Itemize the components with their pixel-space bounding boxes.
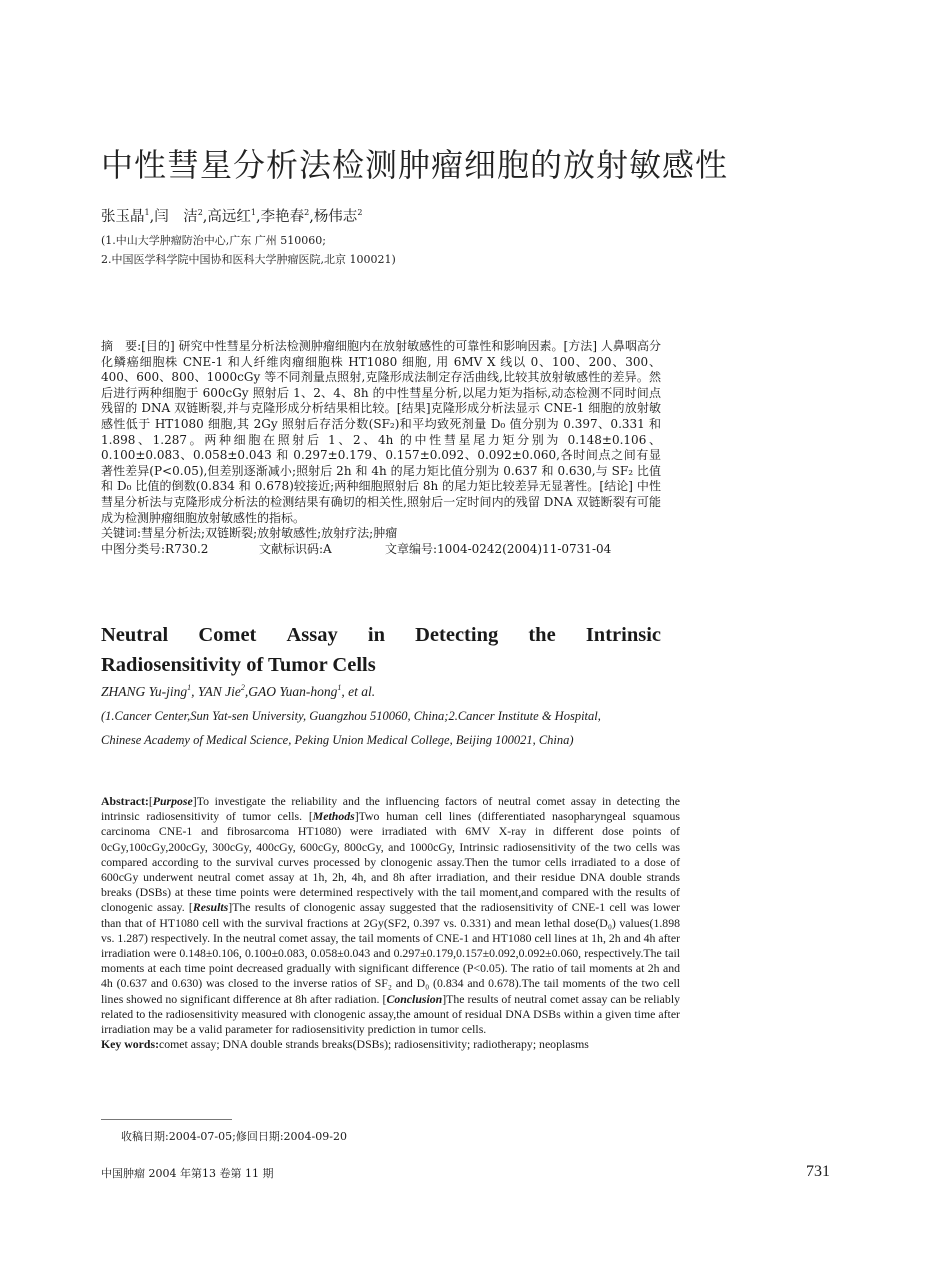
- purpose-tag: Purpose: [152, 794, 193, 808]
- separator: ,: [191, 684, 198, 699]
- conclusion-tag: Conclusion: [386, 991, 443, 1006]
- journal-citation: 中国肿瘤 2004 年第13 卷第 11 期: [101, 1167, 274, 1180]
- author-affiliation-mark: 1: [144, 208, 150, 217]
- document-code: 文献标识码:A: [259, 541, 332, 556]
- english-affiliation-2: Chinese Academy of Medical Science, Peking Union Medical College, Beijing 100021, China): [101, 733, 574, 747]
- english-keywords: [101, 1037, 680, 1052]
- chinese-abstract-text: [目的] 研究中性彗星分析法检测肿瘤细胞内在放射敏感性的可靠性和影响因素。[方法] 人鼻咽高分化鳞癌细胞株 CNE-1 和人纤维肉瘤细胞株 HT1080 细胞, 用 6MV X 线以 0、100、200、300、400、600、800、1000cGy 等不同剂量点照射,克隆形成法制定存活曲线,比较其放射敏感性的差异。然后进行两种细胞于 600cGy 照射后 1、2、4、8h 的中性彗星分析,以尾力矩为指标,动态检测不同时间点残留的 DNA 双链断裂,并与克隆形成分析结果相比较。[结果]克隆形成分析法显示 CNE-1 细胞的放射敏感性低于 HT1080 细胞,其 2Gy 照射后存活分数(SF₂)和平均致死剂量 D₀ 值分别为 0.397、0.331 和 1.898、1.287。两种细胞在照射后 1、2、4h 的中性彗星尾力矩分别为 0.148±0.106、0.100±0.083、0.058±0.043 和 0.297±0.179、0.157±0.092、0.092±0.060,各时间点之间有显著性差异(P<0.05),但差别逐渐减小;照射后 2h 和 4h 的尾力矩比值分别为 0.637 和 0.630,与 SF₂ 比值和 D₀ 比值的倒数(0.834 和 0.678)较接近;两种细胞照射后 8h 的尾力矩比较差异无显著性。[结论] 中性彗星分析法与克隆形成分析法的检测结果有确切的相关性,照射后一定时间内的残留 DNA 双链断裂有可能成为检测肿瘤细胞放射敏感性的指标。: [101, 339, 662, 525]
- english-abstract: [101, 794, 680, 1052]
- page-number: 731: [806, 1163, 830, 1180]
- english-title-line-2: Radiosensitivity of Tumor Cells: [101, 654, 376, 676]
- results-tag: Results: [192, 900, 229, 915]
- author-name: 闫 洁: [154, 209, 198, 225]
- title-word: in: [367, 624, 385, 646]
- results-text: The results of clonogenic assay suggested that the radiosensitivity of CNE-1 cell was lower than that of HT1080 cell with the survival fractions at 2Gy(SF2, 0.397 vs. 0.331) and mean lethal dose(D₀) values(1.898 vs. 1.287) respectively. In the neutral comet assay, the tail moments of CNE-1 and HT1080 cell lines at 1h, 2h and 4h after irradiation were 0.148±0.106, 0.100±0.083, 0.058±0.043 and 0.297±0.179,0.157±0.092,0.092±0.060, respectively.The tail moments at each time point decreased gradually with significant difference (P<0.05). The ratio of tail moments at 2h and 4h (0.637 and 0.630) was closed to the inverse ratios of SF₂ and D₀ (0.834 and 0.678).The tail moments of the two cell lines showed no significant difference at 8h after radiation.: [101, 900, 680, 1006]
- et-al: et al.: [348, 684, 376, 699]
- english-title: [101, 620, 661, 680]
- title-word: Assay: [286, 624, 338, 646]
- author-name: 高远红: [207, 209, 251, 225]
- chinese-affiliation-1: (1.中山大学肿瘤防治中心,广东 广州 510060;: [101, 234, 326, 247]
- author-affiliation-mark: 2: [304, 208, 310, 217]
- chinese-meta-row: [101, 542, 661, 558]
- author-name: 张玉晶: [101, 209, 145, 225]
- english-affiliation-1: (1.Cancer Center,Sun Yat-sen University, Guangzhou 510060, China;2.Cancer Institute & Hospital,: [101, 709, 601, 723]
- author-affiliation-mark: 2: [197, 208, 203, 217]
- title-word: Neutral: [101, 624, 169, 646]
- methods-text: Two human cell lines (differentiated nasopharyngeal squamous carcinoma CNE-1 and fibrosarcoma HT1080) were irradiated with 6MV X-ray in different dose points of 0cGy,100cGy,200cGy, 300cGy, 400cGy, 600cGy, 800cGy, and 1000cGy, Intrinsic radiosensitivity of the two cells was compared according to the survival curves processed by clonogenic assay.Then the tumor cells irradiated to a dose of 600cGy underwent neutral comet assay at 1h, 2h, 4h, and 8h after irradiation, and their residue DNA double strands breaks (DSBs) at these time points were determined respectively with the tail moment,and compared with the results of clonogenic assay.: [101, 809, 680, 915]
- author-name: ZHANG Yu-jing: [101, 684, 188, 699]
- author-affiliation-mark: 1: [250, 208, 256, 217]
- english-abstract-label: Abstract:: [101, 794, 149, 808]
- methods-tag: Methods: [312, 809, 355, 824]
- english-abstract-body: Abstract:[Purpose]To investigate the reliability and the influencing factors of neutral comet assay in detecting the intrinsic radiosensitivity of tumor cells. [Methods]Two human cell lines (differentiated nasopharyngeal squamous carcinoma CNE-1 and fibrosarcoma HT1080) were irradiated with 6MV X-ray in different dose points of 0cGy,100cGy,200cGy, 300cGy, 400cGy, 600cGy, 800cGy, and 1000cGy, Intrinsic radiosensitivity of the two cells was compared according to the survival curves processed by clonogenic assay.Then the tumor cells irradiated to a dose of 600cGy underwent neutral comet assay at 1h, 2h, 4h, and 8h after irradiation, and their residue DNA double strands breaks (DSBs) at these time points were determined respectively with the tail moment,and compared with the results of clonogenic assay. [Results]The results of clonogenic assay suggested that the radiosensitivity of CNE-1 cell was lower than that of HT1080 cell with the survival fractions at 2Gy(SF2, 0.397 vs. 0.331) and mean lethal dose(D₀) values(1.898 vs. 1.287) respectively. In the neutral comet assay, the tail moments of CNE-1 and HT1080 cell lines at 1h, 2h and 4h after irradiation were 0.148±0.106, 0.100±0.083, 0.058±0.043 and 0.297±0.179,0.157±0.092,0.092±0.060, respectively.The tail moments at each time point decreased gradually with significant difference (P<0.05). The ratio of tail moments at 2h and 4h (0.637 and 0.630) was closed to the inverse ratios of SF₂ and D₀ (0.834 and 0.678).The tail moments of the two cell lines showed no significant difference at 8h after radiation. [Conclusion]The results of neutral comet assay can be reliably related to the radiosensitivity measured with clonogenic assay,the amount of residual DNA DSBs within a given time after irradiation may be a valid parameter for radiosensitivity prediction in tumor cells.: [101, 794, 680, 1037]
- purpose-text: To investigate the reliability and the influencing factors of neutral comet assay in detecting the intrinsic radiosensitivity of tumor cells.: [101, 794, 680, 824]
- chinese-keywords: 关键词:彗星分析法;双链断裂;放射敏感性;放射疗法;肿瘤: [101, 526, 398, 541]
- author-name: 杨伟志: [313, 209, 358, 225]
- english-title-line-1: [101, 620, 661, 650]
- english-keywords-text: comet assay; DNA double strands breaks(DSBs); radiosensitivity; radiotherapy; neoplasms: [159, 1037, 589, 1052]
- author-name: GAO Yuan-hong: [248, 684, 338, 699]
- footnote-divider: [101, 1119, 232, 1120]
- author-name: 李艳春: [260, 209, 305, 225]
- received-dates: 收稿日期:2004-07-05;修回日期:2004-09-20: [121, 1130, 347, 1143]
- chinese-authors: 张玉晶$^1$,闫 洁$^2$,高远红$^1$,李艳春$^2$,杨伟志$^2$: [101, 208, 363, 225]
- title-word: the: [528, 624, 556, 646]
- chinese-abstract-body: [101, 339, 661, 526]
- author-affiliation-mark: 1: [187, 683, 192, 692]
- title-word: Comet: [198, 624, 257, 646]
- author-affiliation-mark: 2: [357, 208, 363, 217]
- conclusion-text: The results of neutral comet assay can be reliably related to the radiosensitivity measured with clonogenic assay,the amount of residual DNA DSBs within a given time after irradiation may be a valid parameter for radiosensitivity prediction in tumor cells.: [101, 991, 680, 1037]
- chinese-abstract-label: 摘 要:: [101, 339, 142, 353]
- english-authors: [101, 683, 375, 700]
- author-affiliation-mark: 1: [337, 683, 342, 692]
- chinese-affiliation-2: 2.中国医学科学院中国协和医科大学肿瘤医院,北京 100021): [101, 253, 396, 266]
- english-keywords-label: Key words:: [101, 1037, 159, 1052]
- chinese-abstract: [101, 339, 661, 557]
- separator: ,: [341, 684, 349, 699]
- classification-number: 中图分类号:R730.2: [101, 541, 209, 556]
- chinese-title: 中性彗星分析法检测肿瘤细胞的放射敏感性: [101, 146, 729, 184]
- author-affiliation-mark: 2: [240, 683, 245, 692]
- article-number: 文章编号:1004-0242(2004)11-0731-04: [385, 541, 612, 556]
- author-name: YAN Jie: [197, 684, 241, 699]
- separator: ,: [244, 684, 249, 699]
- title-word: Intrinsic: [585, 624, 661, 646]
- title-word: Detecting: [415, 624, 499, 646]
